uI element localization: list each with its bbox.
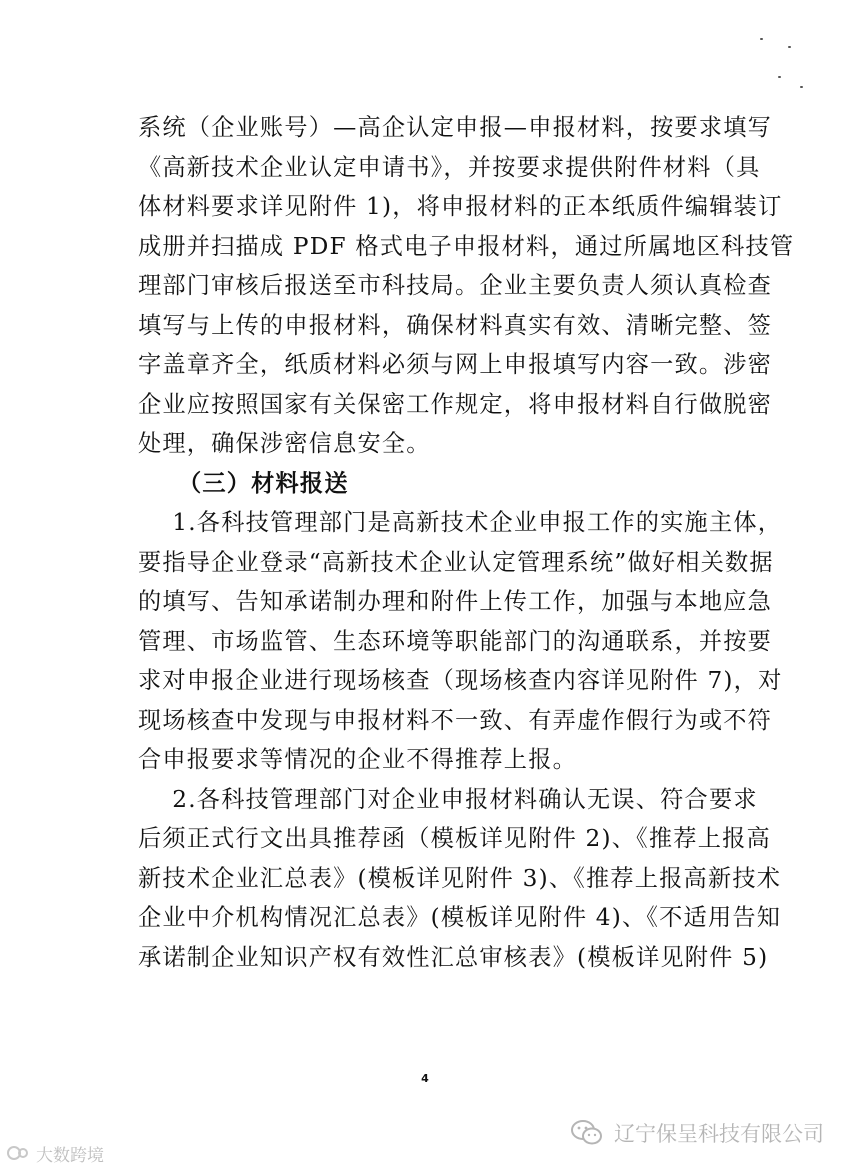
logo-icon [6, 1143, 32, 1163]
text-line: 体材料要求详见附件 1)，将申报材料的正本纸质件编辑装订 [138, 193, 783, 220]
text-line: 合申报要求等情况的企业不得推荐上报。 [138, 746, 577, 773]
text-line: 新技术企业汇总表》(模板详见附件 3)、《推荐上报高新技术 [138, 864, 782, 892]
text-line: 系统（企业账号）—高企认定申报—申报材料，按要求填写 [138, 114, 773, 141]
text-line: 承诺制企业知识产权有效性汇总审核表》(模板详见附件 5) [138, 943, 769, 971]
text-line: 2.各科技管理部门对企业申报材料确认无误、符合要求 [138, 785, 758, 813]
text-line: 理部门审核后报送至市科技局。企业主要负责人须认真检查 [138, 272, 773, 299]
text-line: 要指导企业登录“高新技术企业认定管理系统”做好相关数据 [138, 548, 774, 576]
text-line: 求对申报企业进行现场核查（现场核查内容详见附件 7)，对 [138, 667, 783, 694]
text-line: 后须正式行文出具推荐函（模板详见附件 2)、《推荐上报高 [138, 825, 771, 852]
text-line: 处理，确保涉密信息安全。 [138, 430, 431, 457]
wechat-icon [570, 1118, 604, 1148]
text-line: 填写与上传的申报材料，确保材料真实有效、清晰完整、签 [138, 311, 773, 339]
text-line: 企业中介机构情况汇总表》(模板详见附件 4)、《不适用告知 [138, 904, 782, 931]
text-line: 成册并扫描成 PDF 格式电子申报材料，通过所属地区科技管 [138, 232, 795, 260]
text-line: 的填写、告知承诺制办理和附件上传工作，加强与本地应急 [138, 588, 773, 615]
body-text [138, 108, 795, 977]
text-line: 字盖章齐全，纸质材料必须与网上申报填写内容一致。涉密 [138, 351, 773, 378]
page-number: 4 [421, 1072, 429, 1085]
text-line: 管理、市场监管、生态环境等职能部门的沟通联系，并按要 [138, 627, 773, 655]
scan-specks [740, 28, 820, 98]
watermark-right-text: 辽宁保呈科技有限公司 [614, 1122, 824, 1146]
watermark-left [6, 1142, 104, 1164]
text-line: 1.各科技管理部门是高新技术企业申报工作的实施主体， [138, 509, 783, 536]
text-line: 现场核查中发现与申报材料不一致、有弄虚作假行为或不符 [138, 706, 773, 734]
section-heading: （三）材料报送 [178, 469, 349, 497]
text-line: 企业应按照国家有关保密工作规定，将申报材料自行做脱密 [138, 390, 773, 418]
watermark-right [570, 1118, 824, 1148]
text-line: 《高新技术企业认定申请书》，并按要求提供附件材料（具 [138, 153, 761, 181]
watermark-left-text: 大数跨境 [36, 1145, 104, 1166]
